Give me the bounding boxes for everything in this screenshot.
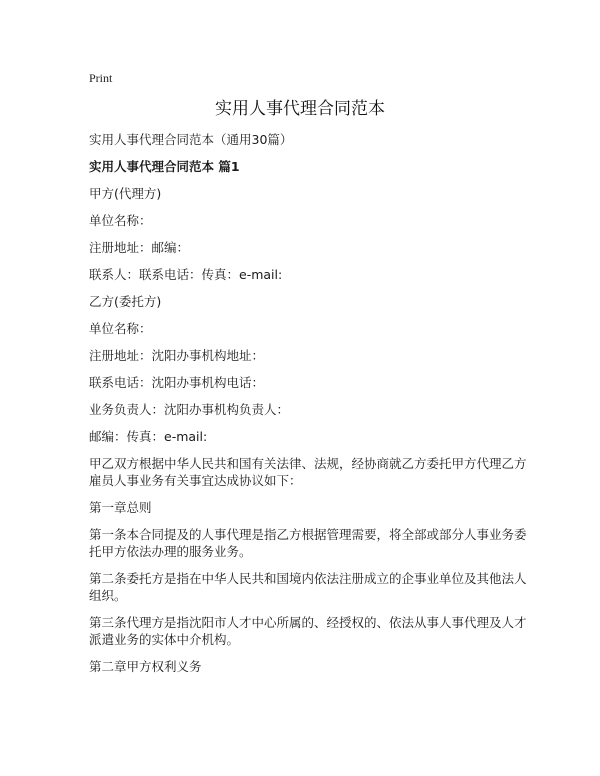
section-heading: 实用人事代理合同范本 篇1 [89, 159, 240, 174]
document-body [89, 131, 529, 685]
chapter-two-heading: 第二章甲方权利义务 [89, 659, 202, 674]
party-b-company-name: 单位名称： [89, 321, 152, 336]
party-b-phone: 联系电话：沈阳办事机构电话： [89, 375, 265, 390]
party-a-address: 注册地址：邮编： [89, 240, 190, 255]
article-two: 第二条委托方是指在中华人民共和国境内依法注册成立的企事业单位及其他法人组织。 [89, 571, 527, 603]
party-b-address: 注册地址：沈阳办事机构地址： [89, 348, 265, 363]
article-three: 第三条代理方是指沈阳市人才中心所属的、经授权的、依法从事人事代理及人才派遣业务的实体中介机构。 [89, 615, 527, 647]
chapter-one-heading: 第一章总则 [89, 500, 152, 515]
party-a-label: 甲方(代理方) [89, 186, 162, 201]
document-subtitle: 实用人事代理合同范本（通用30篇） [89, 132, 293, 147]
party-a-contact: 联系人：联系电话：传真：e-mail: [89, 267, 283, 282]
party-b-label: 乙方(委托方) [89, 294, 162, 309]
party-a-company-name: 单位名称： [89, 213, 152, 228]
agreement-intro: 甲乙双方根据中华人民共和国有关法律、法规，经协商就乙方委托甲方代理乙方雇员人事业务有关事宜达成协议如下： [89, 456, 527, 488]
document-title: 实用人事代理合同范本 [215, 99, 385, 119]
party-b-postal: 邮编：传真：e-mail: [89, 429, 208, 444]
article-one: 第一条本合同提及的人事代理是指乙方根据管理需要，将全部或部分人事业务委托甲方依法办理的服务业务。 [89, 527, 527, 559]
party-b-manager: 业务负责人：沈阳办事机构负责人： [89, 402, 290, 417]
print-link[interactable]: Print [89, 71, 113, 85]
